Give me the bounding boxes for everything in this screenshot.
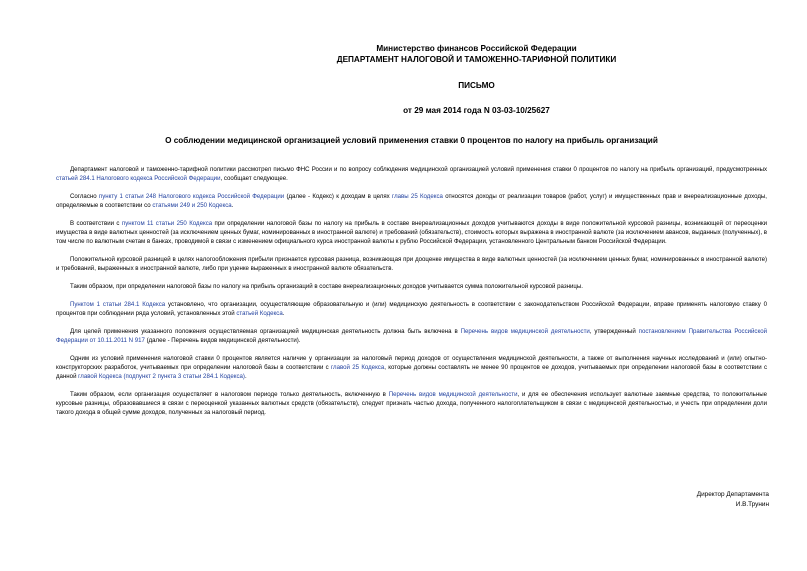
paragraph-2: Согласно пункту 1 статьи 248 Налогового кодекса Российской Федерации (далее - Кодекс) к доходам в целях главы 25 Кодекса относятся доходы от реализации товаров (работ, услуг) и имущественных прав и внереализационные доходы, определяемые в соответствии со статьями 249 и 250 Кодекса. (56, 192, 767, 209)
link-chapter-code[interactable]: главой Кодекса (78, 372, 122, 380)
document-date-number: от 29 мая 2014 года N 03-03-10/25627 (403, 105, 550, 115)
link-medical-activities-list-b[interactable]: Перечень видов медицинской деятельности (388, 390, 518, 398)
link-medical-activities-list[interactable]: Перечень видов медицинской деятельности (460, 327, 590, 335)
document-header (56, 44, 767, 147)
paragraph-1: Департамент налоговой и таможенно-тарифной политики рассмотрел письмо ФНС России и по вопросу соблюдения медицинской организацией условий применения ставки 0 процентов по налогу на прибыль организаций, предусмотренных статьей 284.1 Налогового кодекса Российской Федерации, сообщает следующее. (56, 165, 767, 182)
paragraph-3: В соответствии с пунктом 11 статьи 250 Кодекса при определении налоговой базы по налогу на прибыль в составе внереализационных доходов учитываются доходы в виде положительной курсовой разницы, возникающей от переоценки имущества в виде валютных ценностей (за исключением ценных бумаг, номинированных в иностранной валюте) и требований (обязательств), стоимость которых выражена в иностранной валюте (за исключением авансов, выданных (полученных), в том числе по валютным счетам в банках, проводимой в связи с изменением официального курса иностранной валюты к рублю Российской Федерации, установленного Центральным банком Российской Федерации. (56, 219, 768, 245)
link-article-248[interactable]: пункту 1 статьи 248 Налогового кодекса Российской Федерации (98, 192, 285, 200)
paragraph-7: Для целей применения указанного положения осуществляемая организацией медицинская деятельность должна быть включена в Перечень видов медицинской деятельности, утвержденный постановлением Правительства Российской Федерации от 10.11.2011 N 917 (далее - Перечень видов медицинской деятельности). (56, 327, 767, 344)
link-chapter-25[interactable]: главы 25 Кодекса (392, 192, 443, 200)
link-article-284-1-p1[interactable]: Пунктом 1 статьи 284.1 Кодекса (70, 300, 166, 308)
paragraph-4: Положительной курсовой разницей в целях налогообложения прибыли признается курсовая разница, возникающая при дооценке имущества в виде валютных ценностей (за исключением ценных бумаг, номинированных в иностранной валюте) и требований, выраженных в иностранной валюте, либо при уценке выраженных в иностранной валюте обязательств. (56, 255, 767, 272)
link-government-resolution-917[interactable]: постановлением Правительства Российской Федерации от 10.11.2011 N 917 (56, 327, 767, 344)
signatory-name: И.В.Трунин (735, 501, 769, 508)
signatory-position: Директор Департамента (696, 491, 769, 498)
signature-block (697, 490, 769, 510)
paragraph-5: Таким образом, при определении налоговой базы по налогу на прибыль организаций в составе внереализационных доходов учитывается сумма положительной курсовой разницы. (70, 282, 583, 290)
link-article-250-p11[interactable]: пунктом 11 статьи 250 Кодекса (121, 219, 213, 227)
link-articles-249-250[interactable]: статьями 249 и 250 Кодекса (152, 201, 232, 209)
link-article-code[interactable]: статьей Кодекса (236, 309, 283, 317)
link-article-284-1[interactable]: статьей 284.1 Налогового кодекса Российской Федерации (56, 174, 221, 182)
paragraph-8: Одним из условий применения налоговой ставки 0 процентов является наличие у организации за налоговый период доходов от осуществления медицинской деятельности, а также от выполнения научных исследований и (или) опытно-конструкторских разработок, учитываемых при определении налоговой базы в соответствии с главой 25 Кодекса, которые должны составлять не менее 90 процентов ее доходов, учитываемых при определении налоговой базы в соответствии с данной главой Кодекса (подпункт 2 пункта 3 статьи 284.1 Кодекса). (56, 354, 767, 380)
link-chapter-25-b[interactable]: главой 25 Кодекса (330, 363, 385, 371)
document-body (56, 165, 767, 417)
ministry-name: Министерство финансов Российской Федерации (376, 44, 577, 53)
paragraph-6: Пунктом 1 статьи 284.1 Кодекса установлено, что организации, осуществляющие образовательную и (или) медицинскую деятельность в соответствии с законодательством Российской Федерации, вправе применять налоговую ставку 0 процентов при соблюдении ряда условий, установленных этой статьей Кодекса. (56, 300, 767, 317)
paragraph-9: Таким образом, если организация осуществляет в налоговом периоде только деятельность, включенную в Перечень видов медицинской деятельности, и для ее обеспечения использует валютные заемные средства, то положительные курсовые разницы, образовавшиеся в связи с переоценкой указанных валютных средств (обязательств), следует признать частью дохода, полученного налогоплательщиком в связи с медицинской деятельностью, и учесть при определении доли такого дохода в общей сумме доходов, полученных за налоговый период. (56, 390, 767, 416)
document-type: ПИСЬМО (458, 81, 495, 90)
document-subject: О соблюдении медицинской организацией условий применения ставки 0 процентов по налогу на прибыль организаций (165, 136, 658, 145)
department-name: ДЕПАРТАМЕНТ НАЛОГОВОЙ И ТАМОЖЕННО-ТАРИФНОЙ ПОЛИТИКИ (336, 54, 617, 64)
link-article-284-1-p3[interactable]: (подпункт 2 пункта 3 статьи 284.1 Кодекса) (123, 372, 245, 380)
